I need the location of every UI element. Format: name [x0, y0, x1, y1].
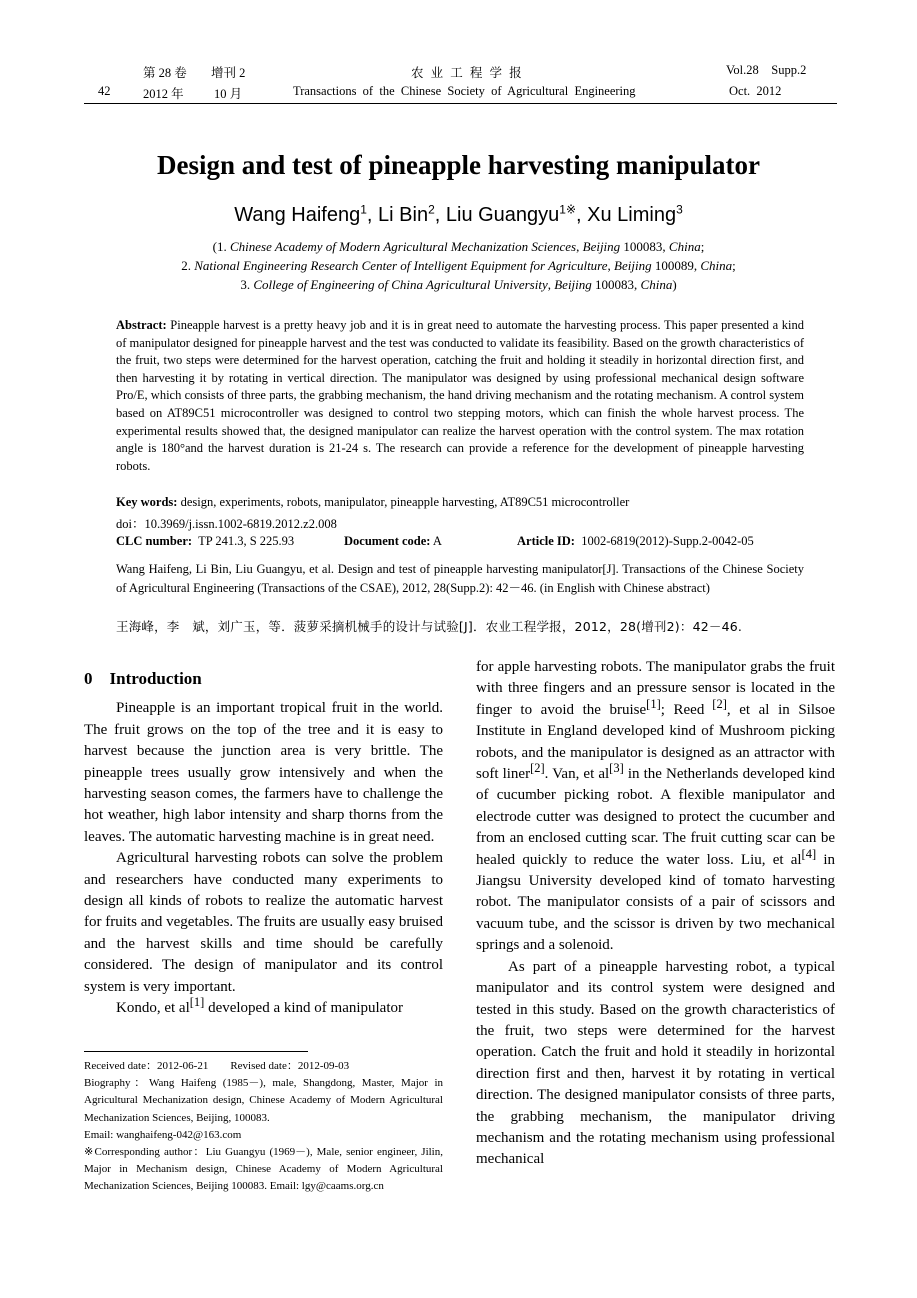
aff-country: China — [700, 258, 733, 273]
paragraph: Agricultural harvesting robots can solve the problem and researchers have conducted many experiments to design all kinds of robots to realize the automatic harvest for fruits and vegetables. The fruits are usually easy bruised and the harvest skills and time should be carefully considered. The design of manipulator and its control system is very important. — [84, 850, 443, 995]
abstract-label: Abstract: — [116, 318, 167, 332]
aff-country: China — [668, 239, 701, 254]
text-run: Kondo, et al — [116, 1000, 190, 1017]
citation-en: Wang Haifeng, Li Bin, Liu Guangyu, et al. Design and test of pineapple harvesting manipulator[J]. Transactions of the Chinese Society of Agricultural Engineering (Transactions of the CSAE), 2012, 28(Supp.2): 42－46. (in English with Chinese abstract) — [116, 562, 804, 595]
author-biography: Biography：Wang Haifeng (1985－), male, Shangdong, Master, Major in Agricultural Mechanization design, Chinese Academy of Modern Agricultural Mechanization Sciences, Beijing, 100083. — [84, 1077, 443, 1124]
footnotes — [84, 1058, 443, 1196]
header-date-en: Oct. 2012 — [729, 84, 782, 98]
header-journal-cn: 农 业 工 程 学 报 — [411, 66, 524, 80]
paper-title: Design and test of pineapple harvesting manipulator — [156, 150, 761, 180]
aff-sep: , — [607, 258, 615, 273]
clc-value: TP 241.3, S 225.93 — [192, 534, 295, 548]
aff-code: 100083, — [620, 239, 669, 254]
author-name: Xu Liming — [587, 204, 677, 226]
aff-sep: , — [576, 239, 583, 254]
keywords-text: design, experiments, robots, manipulator, pineapple harvesting, AT89C51 microcontroller — [177, 495, 630, 509]
author-affil-sup: 1 — [360, 202, 367, 217]
document-code — [344, 534, 442, 549]
citation-cn: 王海峰，李 斌，刘广玉，等．菠萝采摘机械手的设计与试验[J]．农业工程学报，2012，28(增刊2)：42－46. — [116, 619, 743, 634]
text-run: in Jiangsu University developed kind of tomato harvesting robot. The manipulator consists of a pair of scissors and vacuum tube, and the scissor is driven by two mechanical springs and a solenoid. — [476, 851, 835, 954]
header-month: 10 月 — [214, 87, 243, 101]
doi — [116, 514, 337, 532]
aff-end: ; — [732, 258, 736, 273]
aff-city: Beijing — [614, 258, 652, 273]
aff-city: Beijing — [554, 277, 592, 292]
aff-sep: , — [547, 277, 555, 292]
affiliation-3 — [0, 277, 917, 293]
author-name: Liu Guangyu — [445, 204, 560, 226]
header-journal-en: Transactions of the Chinese Society of Agricultural Engineering — [293, 84, 636, 98]
header-vol-en: Vol.28 Supp.2 — [726, 63, 807, 77]
paragraph: Pineapple is an important tropical fruit in the world. The fruit grows on the top of the tree and it is easy to harvest because the junction area is very brittle. The pineapple trees usually grow intensively and when the harvesting season comes, the farmers have to challenge the hot weather, high labor intensity and sharp thorns from the leaves. The automatic harvesting machine is in great need. — [84, 700, 443, 845]
keywords — [116, 495, 629, 510]
header-year: 2012 年 — [143, 87, 184, 101]
aff-code: 100083, — [591, 277, 641, 292]
aff-prefix: (1. — [212, 239, 230, 254]
paragraph — [84, 995, 443, 1019]
author-name: Wang Haifeng — [234, 204, 361, 226]
reference-marker[interactable]: [2] — [530, 761, 545, 776]
aff-code: 100089, — [651, 258, 701, 273]
paragraph — [476, 657, 835, 957]
aff-institution: National Engineering Research Center of Intelligent Equipment for Agriculture — [194, 258, 608, 273]
aff-prefix: 2. — [181, 258, 195, 273]
reference-marker[interactable]: [2] — [704, 696, 727, 711]
header-rule — [84, 103, 837, 104]
affiliation-2 — [0, 258, 917, 274]
aff-prefix: 3. — [240, 277, 254, 292]
aff-end: ) — [672, 277, 677, 292]
right-column — [476, 657, 835, 1171]
articleid-label: Article ID: — [517, 534, 575, 548]
keywords-label: Key words: — [116, 495, 178, 509]
doccode-value: A — [430, 534, 442, 548]
reference-marker[interactable]: [3] — [609, 761, 624, 776]
text-run: developed a kind of manipulator — [204, 1000, 404, 1017]
text-run: ; Reed — [660, 701, 705, 718]
author-affil-sup: 3 — [676, 202, 683, 217]
abstract — [116, 317, 804, 475]
affiliation-1 — [0, 239, 917, 255]
abstract-text: Pineapple harvest is a pretty heavy job and it is in great need to automate the harvesting process. This paper presented a kind of manipulator designed for pineapple harvest and the test was conducted to validate its feasibility. Based on the growth characteristics of the fruit, two steps were determined for the harvest operation, catching the fruit and holding it steadily in horizontal direction first, and then harvesting it by rotating in vertical direction. The manipulator was designed by using professional mechanical design software Pro/E, which consists of three parts, the grabbing mechanism, the hand driving mechanism and the rotating mechanism. A control system based on AT89C51 microcontroller was designed to control two stepping motors, which can finish the whole harvest process. The experimental results showed that, the designed manipulator can realize the harvest operation with the control system. The max rotation angle is 180°and the harvest duration is 21-24 s. The research can provide a reference for the development of pineapple harvesting robots. — [116, 318, 804, 473]
aff-institution: College of Engineering of China Agricultural University — [253, 277, 548, 292]
corresponding-author: ※Corresponding author：Liu Guangyu (1969－), Male, senior engineer, Jilin, Major in Mechanism design, Chinese Academy of Modern Agricultural Mechanization Sciences, Beijing 100083. Email: lgy@caams.org.cn — [84, 1146, 443, 1193]
doccode-label: Document code: — [344, 534, 431, 548]
reference-marker[interactable]: [4] — [801, 846, 817, 861]
aff-institution: Chinese Academy of Modern Agricultural Mechanization Sciences — [230, 239, 577, 254]
reference-marker[interactable]: [1] — [189, 995, 205, 1010]
doi-value: 10.3969/j.issn.1002-6819.2012.z2.008 — [144, 517, 337, 531]
header-issue: 增刊 2 — [211, 66, 246, 80]
aff-end: ; — [700, 239, 705, 254]
text-run: . Van, et al — [544, 766, 610, 783]
article-id — [517, 534, 754, 549]
section-title: 0 Introduction — [84, 669, 202, 688]
author-email: Email: wanghaifeng-042@163.com — [84, 1128, 242, 1141]
clc-number — [116, 534, 294, 549]
aff-country: China — [640, 277, 673, 292]
doi-label: doi： — [116, 517, 145, 531]
author-list: Wang Haifeng$^1$, Li Bin$^2$, Liu Guangyu$^{1※}$, Xu Liming$^3$ — [234, 202, 683, 226]
received-date: Received date：2012-06-21 Revised date：2012-09-03 — [84, 1060, 350, 1072]
author-affil-sup: 1※ — [559, 202, 577, 217]
text-run: in the Netherlands developed kind of cucumber picking robot. A flexible manipulator and electrode cutter was designed to protect the cucumber and from an enclosed cutting scar. The fruit cutting scar can be healed quickly to reduce the water loss. Liu, et al — [476, 766, 835, 868]
paragraph: As part of a pineapple harvesting robot, a typical manipulator and its control system were designed and tested in this study. Based on the growth characteristics of the fruit, two steps were determined for the harvest operation. Catch the fruit and hold it steadily in horizontal direction first and then, harvest it by rotating in vertical direction. The designed manipulator consists of three parts, the grabbing mechanism, the manipulator driving mechanism and the rotating mechanism using professional mechanical — [476, 958, 835, 1168]
header-page-number: 42 — [98, 84, 111, 98]
header-volume: 第 28 卷 — [143, 66, 187, 80]
author-affil-sup: 2 — [428, 202, 435, 217]
aff-city: Beijing — [582, 239, 621, 254]
author-name: Li Bin — [378, 204, 429, 226]
clc-label: CLC number: — [116, 534, 193, 548]
text-run: , et al in Silsoe Institute in England developed kind of Mushroom picking robots, and the manipulator is designed as an attractor with soft liner — [476, 701, 835, 783]
text-run: for apple harvesting robots. The manipulator grabs the fruit with three fingers and an pressure sensor is located in the finger to avoid the bruise — [476, 659, 835, 718]
reference-marker[interactable]: [1] — [646, 696, 661, 711]
left-column — [84, 668, 443, 1020]
articleid-value: 1002-6819(2012)-Supp.2-0042-05 — [574, 534, 754, 548]
footnote-rule — [84, 1051, 308, 1052]
